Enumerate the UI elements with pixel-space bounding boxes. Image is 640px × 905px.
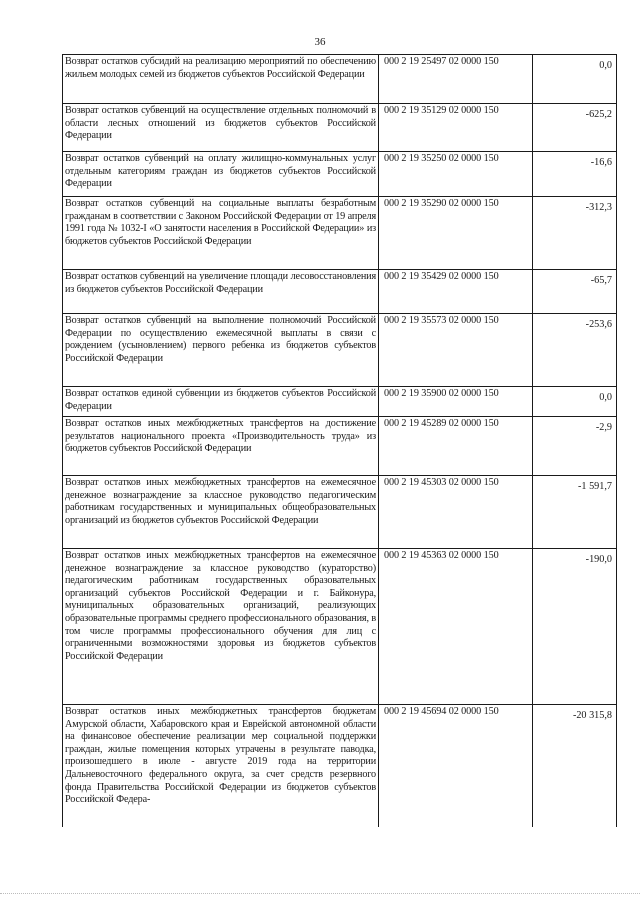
row-amount: 0,0 <box>533 55 617 104</box>
row-amount: -253,6 <box>533 314 617 387</box>
table-row <box>63 104 617 152</box>
row-description: Возврат остатков субвенций на выполнение полномочий Российской Федерации по осуществлению ежемесячной выплаты в связи с рождением (усыновлением) первого ребенка из бюджетов субъектов Российской Федерации <box>63 314 379 387</box>
row-description: Возврат остатков субсидий на реализацию мероприятий по обеспечению жильем молодых семей из бюджетов субъектов Российской Федерации <box>63 55 379 104</box>
row-code: 000 2 19 45303 02 0000 150 <box>379 476 533 549</box>
row-amount: 0,0 <box>533 387 617 417</box>
row-description: Возврат остатков иных межбюджетных трансфертов бюджетам Амурской области, Хабаровского края и Еврейской автономной области на финансовое обеспечение реализации мер социальной поддержки граждан, жилые помещения которых утрачены в результате паводка, произошедшего в июле - августе 2019 года на территории Дальневосточного федерального округа, за счет средств резервного фонда Правительства Российской Федерации из бюджетов субъектов Российской Федера- <box>63 705 379 827</box>
row-amount: -65,7 <box>533 270 617 314</box>
row-code: 000 2 19 35290 02 0000 150 <box>379 197 533 270</box>
table-row <box>63 197 617 270</box>
row-code: 000 2 19 45694 02 0000 150 <box>379 705 533 827</box>
row-description: Возврат остатков субвенций на увеличение площади лесовосстановления из бюджетов субъектов Российской Федерации <box>63 270 379 314</box>
row-amount: -16,6 <box>533 152 617 197</box>
row-amount: -1 591,7 <box>533 476 617 549</box>
row-description: Возврат остатков единой субвенции из бюджетов субъектов Российской Федерации <box>63 387 379 417</box>
page-bottom-divider <box>0 893 640 894</box>
budget-table <box>62 54 617 827</box>
row-code: 000 2 19 35429 02 0000 150 <box>379 270 533 314</box>
row-amount: -2,9 <box>533 417 617 476</box>
row-description: Возврат остатков субвенций на осуществление отдельных полномочий в области лесных отношений из бюджетов субъектов Российской Федерации <box>63 104 379 152</box>
table-row <box>63 55 617 104</box>
row-code: 000 2 19 45289 02 0000 150 <box>379 417 533 476</box>
page-number: 36 <box>314 36 326 48</box>
table-row <box>63 270 617 314</box>
table-row <box>63 314 617 387</box>
row-amount: -312,3 <box>533 197 617 270</box>
row-code: 000 2 19 45363 02 0000 150 <box>379 549 533 705</box>
row-code: 000 2 19 35129 02 0000 150 <box>379 104 533 152</box>
row-code: 000 2 19 35900 02 0000 150 <box>379 387 533 417</box>
row-code: 000 2 19 35573 02 0000 150 <box>379 314 533 387</box>
row-amount: -190,0 <box>533 549 617 705</box>
table-row <box>63 549 617 705</box>
table-row <box>63 152 617 197</box>
row-description: Возврат остатков иных межбюджетных трансфертов на достижение результатов национального проекта «Производительность труда» из бюджетов субъектов Российской Федерации <box>63 417 379 476</box>
row-amount: -20 315,8 <box>533 705 617 827</box>
row-description: Возврат остатков субвенций на социальные выплаты безработным гражданам в соответствии с Законом Российской Федерации от 19 апреля 1991 года № 1032-I «О занятости населения в Российской Федерации» из бюджетов субъектов Российской Федерации <box>63 197 379 270</box>
row-code: 000 2 19 35250 02 0000 150 <box>379 152 533 197</box>
row-description: Возврат остатков иных межбюджетных трансфертов на ежемесячное денежное вознаграждение за классное руководство (кураторство) педагогическим работникам государственных образовательных организаций субъектов Российской Федерации и г. Байконура, муниципальных образовательных организаций, реализующих образовательные программы среднего профессионального образования, в том числе программы профессионального обучения для лиц с ограниченными возможностями здоровья из бюджетов субъектов Российской Федерации <box>63 549 379 705</box>
row-description: Возврат остатков иных межбюджетных трансфертов на ежемесячное денежное вознаграждение за классное руководство педагогическим работникам государственных и муниципальных общеобразовательных организаций из бюджетов субъектов Российской Федерации <box>63 476 379 549</box>
table-row <box>63 387 617 417</box>
table-row <box>63 476 617 549</box>
table-row <box>63 417 617 476</box>
row-description: Возврат остатков субвенций на оплату жилищно-коммунальных услуг отдельным категориям граждан из бюджетов субъектов Российской Федерации <box>63 152 379 197</box>
table-row <box>63 705 617 827</box>
row-code: 000 2 19 25497 02 0000 150 <box>379 55 533 104</box>
row-amount: -625,2 <box>533 104 617 152</box>
